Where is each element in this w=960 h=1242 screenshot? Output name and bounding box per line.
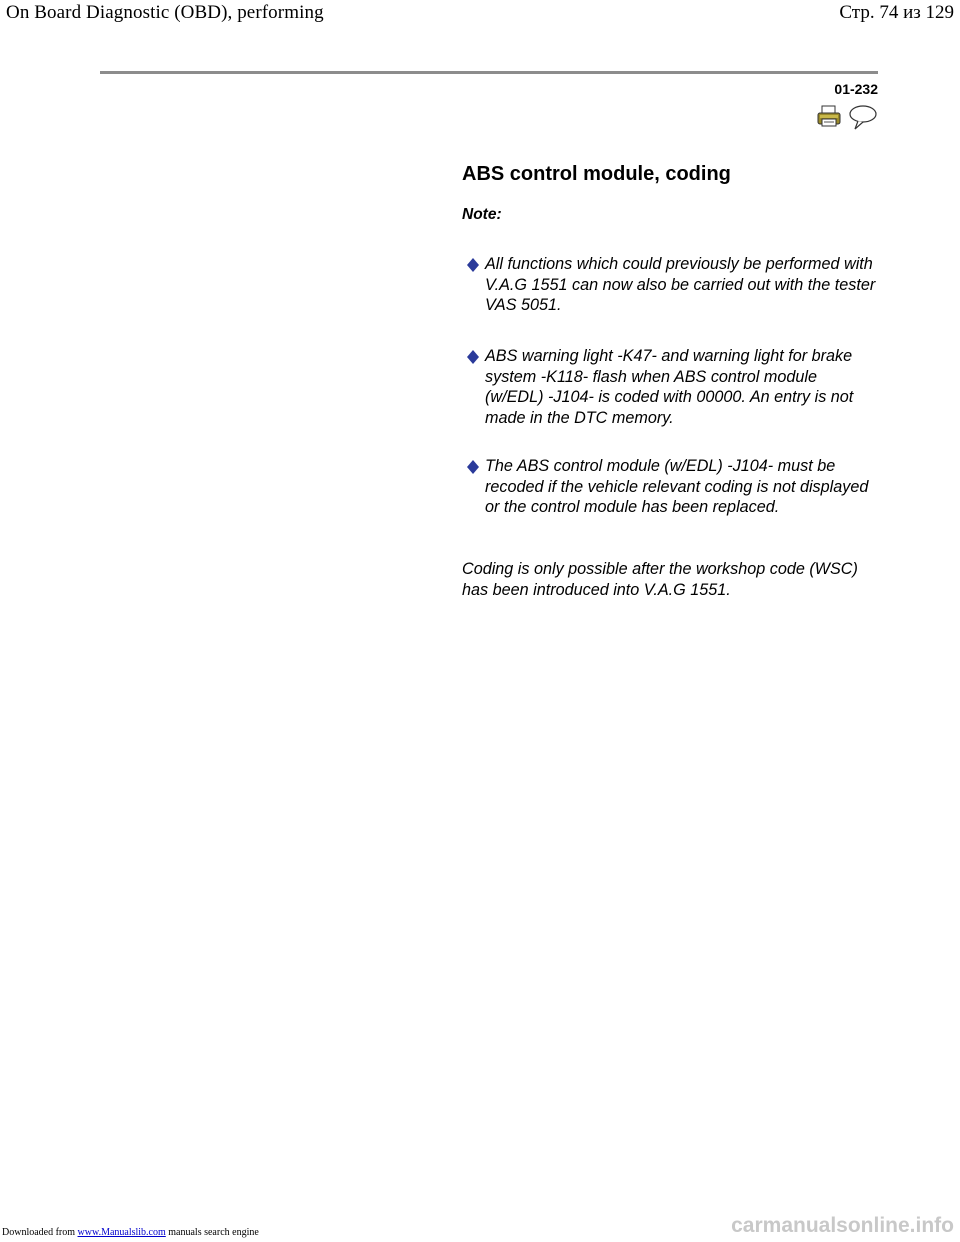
document-title: On Board Diagnostic (OBD), performing: [6, 2, 324, 23]
footer: [2, 1227, 259, 1238]
manualslib-link[interactable]: www.Manualslib.com: [77, 1227, 166, 1238]
section-heading: ABS control module, coding: [462, 163, 731, 185]
diamond-bullet-icon: [466, 257, 480, 271]
list-item: [466, 254, 878, 316]
toolbar-icons: [816, 104, 878, 130]
footer-suffix: manuals search engine: [165, 1227, 259, 1238]
list-item-text: ABS warning light -K47- and warning light for brake system -K118- flash when ABS control module (w/EDL) -J104- is coded with 00000. An entry is not made in the DTC memory.: [485, 347, 854, 427]
list-item-text: All functions which could previously be performed with V.A.G 1551 can now also be carried out with the tester VAS 5051.: [485, 255, 876, 314]
page-code: 01-232: [834, 81, 878, 97]
watermark: carmanualsonline.info: [731, 1214, 954, 1237]
list-item-text: The ABS control module (w/EDL) -J104- must be recoded if the vehicle relevant coding is not displayed or the control module has been replaced.: [485, 457, 869, 516]
diamond-bullet-icon: [466, 349, 480, 363]
page-indicator: Стр. 74 из 129: [839, 2, 954, 23]
list-item: [466, 456, 878, 518]
coding-paragraph: Coding is only possible after the workshop code (WSC) has been introduced into V.A.G 1551.: [462, 560, 858, 599]
print-icon[interactable]: [816, 104, 842, 133]
speech-bubble-icon[interactable]: [848, 104, 878, 135]
diamond-bullet-icon: [466, 459, 480, 473]
footer-prefix: Downloaded from: [2, 1227, 78, 1238]
header-divider: [100, 71, 878, 74]
note-label: Note:: [462, 206, 502, 223]
list-item: [466, 346, 878, 428]
